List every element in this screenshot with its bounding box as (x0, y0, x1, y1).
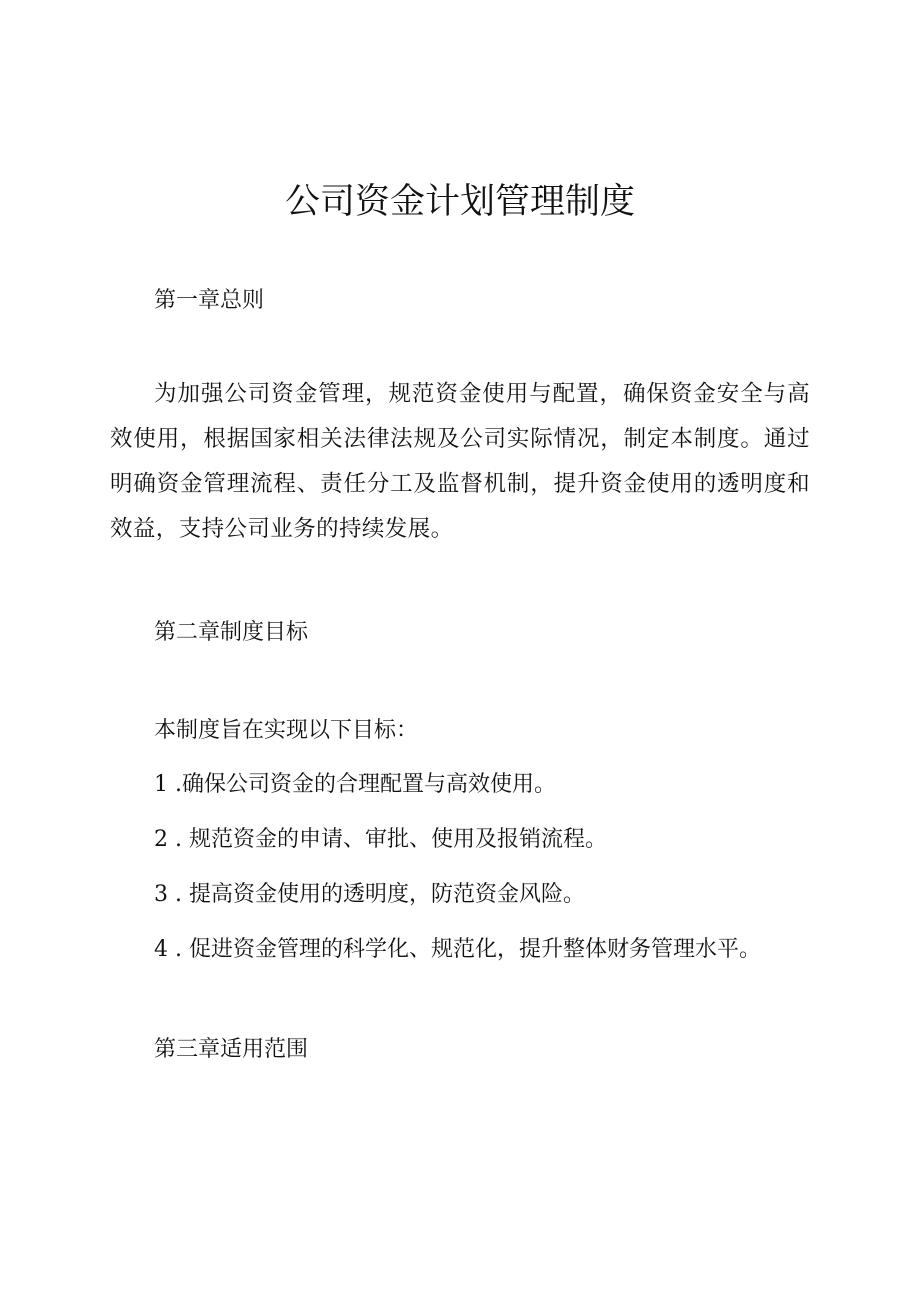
document-title: 公司资金计划管理制度 (284, 182, 635, 222)
chapter-1-paragraph: 为加强公司资金管理，规范资金使用与配置，确保资金安全与高效使用，根据国家相关法律法规及公司实际情况，制定本制度。通过明确资金管理流程、责任分工及监督机制，提升资金使用的透明度和效益，支持公司业务的持续发展。 (110, 381, 810, 542)
goal-list-item-3: 3 . 提高资金使用的透明度，防范资金风险。 (154, 882, 585, 907)
chapter-3-heading: 第三章适用范围 (154, 1037, 309, 1062)
chapter-2-intro: 本制度旨在实现以下目标： (154, 718, 419, 743)
goal-list-item-1: 1 .确保公司资金的合理配置与高效使用。 (154, 772, 556, 797)
goal-list-item-4: 4 . 促进资金管理的科学化、规范化，提升整体财务管理水平。 (154, 937, 761, 962)
chapter-2-heading: 第二章制度目标 (154, 620, 309, 645)
goal-list-item-2: 2 . 规范资金的申请、审批、使用及报销流程。 (154, 827, 607, 852)
chapter-1-heading: 第一章总则 (154, 288, 265, 313)
